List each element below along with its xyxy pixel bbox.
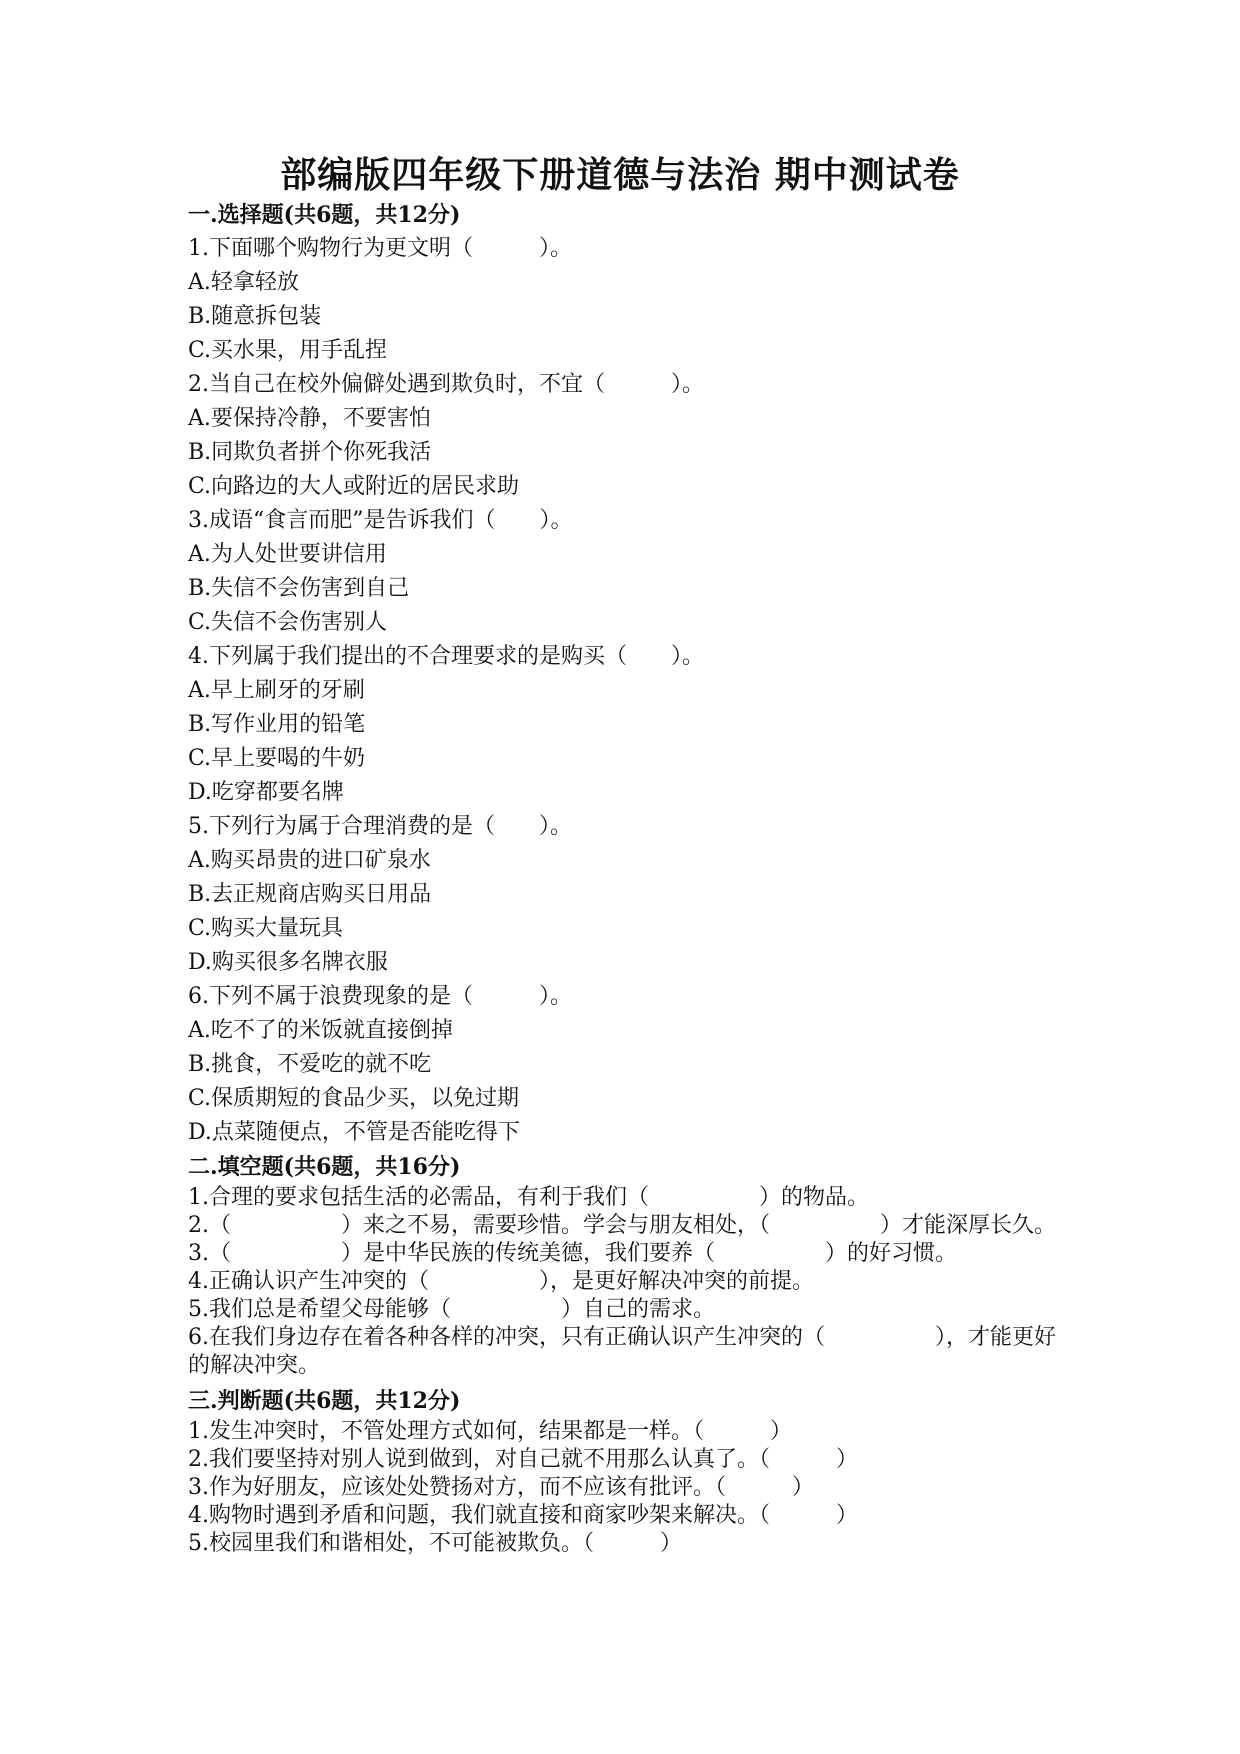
- option: B.随意拆包装: [188, 304, 322, 329]
- option: B.同欺负者拼个你死我活: [188, 440, 432, 465]
- option: C.购买大量玩具: [188, 916, 344, 941]
- page-title: 部编版四年级下册道德与法治 期中测试卷: [280, 154, 960, 196]
- question-stem: 6.下列不属于浪费现象的是（ ）。: [188, 984, 572, 1009]
- question-stem: 4.下列属于我们提出的不合理要求的是购买（ ）。: [188, 644, 704, 669]
- option: B.挑食，不爱吃的就不吃: [188, 1052, 432, 1077]
- question-stem: 1.下面哪个购物行为更文明（ ）。: [188, 236, 572, 261]
- option: B.写作业用的铅笔: [188, 712, 366, 737]
- exam-content: [188, 198, 1068, 1558]
- option: A.购买昂贵的进口矿泉水: [188, 848, 431, 873]
- fill-item: 5.我们总是希望父母能够（ ）自己的需求。: [188, 1297, 715, 1322]
- option: B.去正规商店购买日用品: [188, 882, 432, 907]
- question-stem: 5.下列行为属于合理消费的是（ ）。: [188, 814, 572, 839]
- option: A.为人处世要讲信用: [188, 542, 387, 567]
- section-heading-fill: 二.填空题(共6题，共16分): [188, 1154, 461, 1180]
- option: D.购买很多名牌衣服: [188, 950, 388, 975]
- option: A.轻拿轻放: [188, 270, 299, 295]
- option: A.要保持冷静，不要害怕: [188, 406, 431, 431]
- option: B.失信不会伤害到自己: [188, 576, 410, 601]
- option: C.向路边的大人或附近的居民求助: [188, 474, 520, 499]
- option: C.失信不会伤害别人: [188, 610, 388, 635]
- fill-item: 3.（ ）是中华民族的传统美德，我们要养（ ）的好习惯。: [188, 1241, 957, 1266]
- option: C.保质期短的食品少买，以免过期: [188, 1086, 520, 1111]
- question-stem: 3.成语“食言而肥”是告诉我们（ ）。: [188, 508, 573, 533]
- question-stem: 2.当自己在校外偏僻处遇到欺负时，不宜（ ）。: [188, 372, 704, 397]
- option: D.点菜随便点，不管是否能吃得下: [188, 1120, 520, 1145]
- fill-item: 2.（ ）来之不易，需要珍惜。学会与朋友相处，（ ）才能深厚长久。: [188, 1213, 1056, 1238]
- judge-item: 1.发生冲突时，不管处理方式如何，结果都是一样。（ ）: [188, 1419, 792, 1444]
- fill-item: 6.在我们身边存在着各种各样的冲突，只有正确认识产生冲突的（ ），才能更好的解决冲突。: [188, 1325, 1056, 1378]
- fill-item: 4.正确认识产生冲突的（ ），是更好解决冲突的前提。: [188, 1269, 814, 1294]
- section-heading-choice: 一.选择题(共6题，共12分): [188, 202, 461, 228]
- judge-item: 3.作为好朋友，应该处处赞扬对方，而不应该有批评。（ ）: [188, 1475, 814, 1500]
- fill-item: 1.合理的要求包括生活的必需品，有利于我们（ ）的物品。: [188, 1185, 869, 1210]
- judge-item: 4.购物时遇到矛盾和问题，我们就直接和商家吵架来解决。（ ）: [188, 1503, 858, 1528]
- option: C.买水果，用手乱捏: [188, 338, 388, 363]
- option: C.早上要喝的牛奶: [188, 746, 366, 771]
- judge-item: 5.校园里我们和谐相处，不可能被欺负。（ ）: [188, 1531, 682, 1556]
- judge-item: 2.我们要坚持对别人说到做到，对自己就不用那么认真了。（ ）: [188, 1447, 858, 1472]
- option: A.吃不了的米饭就直接倒掉: [188, 1018, 453, 1043]
- option: D.吃穿都要名牌: [188, 780, 344, 805]
- section-heading-judge: 三.判断题(共6题，共12分): [188, 1388, 461, 1414]
- option: A.早上刷牙的牙刷: [188, 678, 365, 703]
